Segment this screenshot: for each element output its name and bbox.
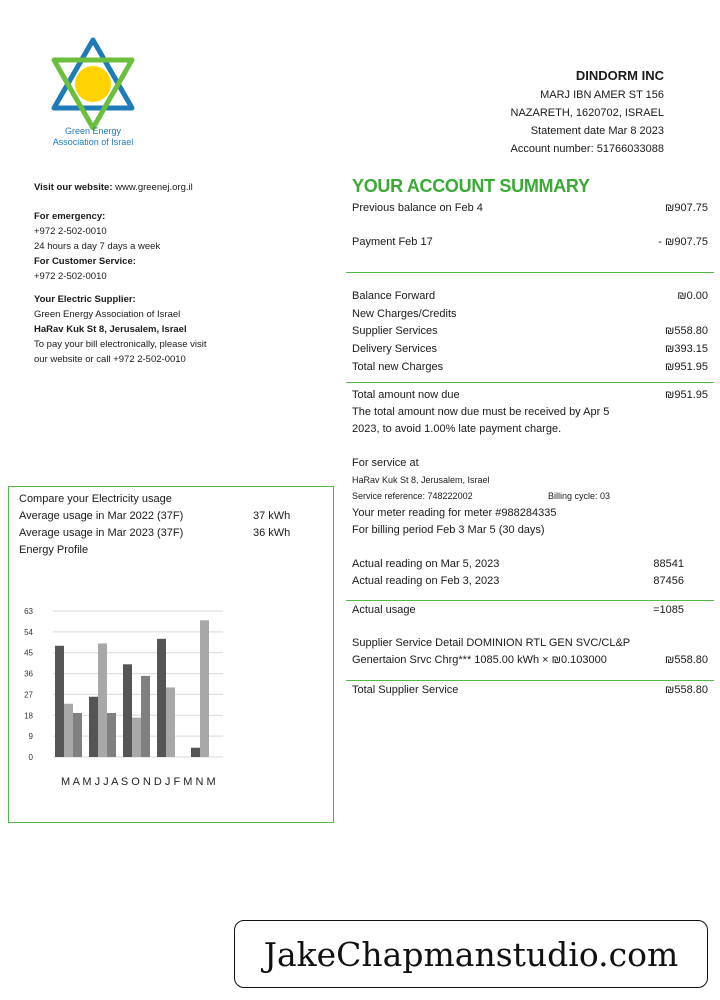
supplier-detail-amount: ₪558.80	[665, 654, 708, 666]
reading2-row	[352, 575, 708, 587]
emergency-label: For emergency:	[34, 211, 106, 222]
website-label: Visit our website:	[34, 182, 113, 193]
website-link[interactable]: www.greenej.org.il	[115, 182, 193, 193]
usage-comparison-box	[8, 486, 334, 823]
y-tick-label: 45	[24, 648, 33, 658]
divider	[346, 680, 714, 681]
total-new-charges-amount: ₪951.95	[665, 361, 708, 373]
bar-mam-s1	[55, 646, 64, 757]
bar-mnm-s2	[200, 620, 209, 757]
bar-jja-s3	[107, 713, 116, 757]
statement-date: Statement date Mar 8 2023	[530, 125, 664, 137]
bar-jja-s2	[98, 643, 107, 757]
total-due-label: Total amount now due	[352, 389, 460, 401]
bar-djf-s2	[166, 687, 175, 757]
supplier-name: Green Energy Association of Israel	[34, 309, 181, 320]
summary-title: YOUR ACCOUNT SUMMARY	[352, 176, 590, 196]
logo-text	[30, 126, 156, 148]
service-address: HaRav Kuk St 8, Jerusalem, Israel	[352, 475, 490, 485]
bar-jja-s1	[89, 697, 98, 757]
balance-forward-label: Balance Forward	[352, 290, 436, 302]
customer-service-label: For Customer Service:	[34, 256, 136, 267]
avg-2023-value: 36 kWh	[253, 527, 291, 539]
contact-info	[34, 180, 334, 367]
energy-profile-label: Energy Profile	[19, 544, 89, 556]
pay-instructions-line2: our website or call +972 2-502-0010	[34, 354, 186, 365]
supplier-services-amount: ₪558.80	[665, 325, 708, 337]
logo-text-line1: Green Energy	[64, 126, 122, 136]
service-reference-row	[352, 491, 708, 501]
previous-balance-amount: ₪907.75	[665, 202, 708, 214]
emergency-phone: +972 2-502-0010	[34, 226, 107, 237]
total-supplier-amount: ₪558.80	[665, 684, 708, 696]
bar-mnm-s1	[191, 748, 200, 757]
company-name: DINDORM INC	[575, 68, 664, 83]
x-axis-category-labels: M A M J J A S O N D J F M N M	[61, 776, 216, 788]
pay-instructions-line1: To pay your bill electronically, please visit	[34, 339, 207, 350]
payment-amount: - ₪907.75	[658, 236, 708, 248]
service-at-label: For service at	[352, 457, 419, 469]
meter-reading: Your meter reading for meter #988284335	[352, 507, 557, 519]
payment-label: Payment Feb 17	[352, 236, 433, 248]
due-note-line2: 2023, to avoid 1.00% late payment charge.	[352, 423, 562, 435]
account-number: Account number: 51766033088	[510, 143, 664, 155]
new-charges-row	[352, 308, 708, 320]
reading1-row	[352, 558, 708, 570]
delivery-services-label: Delivery Services	[352, 343, 437, 355]
y-tick-label: 9	[28, 732, 33, 742]
y-tick-label: 18	[24, 711, 33, 721]
y-tick-label: 27	[24, 690, 33, 700]
bar-mam-s2	[64, 704, 73, 757]
compare-usage-label: Compare your Electricity usage	[19, 493, 172, 505]
supplier-services-label: Supplier Services	[352, 325, 438, 337]
company-city: NAZARETH, 1620702, ISRAEL	[510, 107, 664, 119]
avg-2022-label: Average usage in Mar 2022 (37F)	[19, 510, 184, 522]
energy-profile-chart	[9, 587, 333, 797]
y-tick-label: 0	[28, 753, 33, 762]
supplier-detail-row	[352, 654, 708, 666]
balance-forward-amount: ₪0.00	[677, 290, 708, 302]
company-address-block	[510, 66, 664, 158]
reading1-value: 88541	[653, 558, 684, 570]
avg-2023-label: Average usage in Mar 2023 (37F)	[19, 527, 184, 539]
watermark	[234, 920, 708, 988]
logo-text-line2: Association of Israel	[52, 137, 134, 147]
reading2-value: 87456	[653, 575, 684, 587]
new-charges-label: New Charges/Credits	[352, 308, 457, 320]
y-tick-label: 54	[24, 627, 33, 637]
bar-mam-s3	[73, 713, 82, 757]
y-tick-label: 36	[24, 669, 33, 679]
company-street: MARJ IBN AMER ST 156	[540, 89, 664, 101]
watermark-text: JakeChapmanstudio.com	[263, 934, 679, 974]
supplier-address: HaRav Kuk St 8, Jerusalem, Israel	[34, 324, 187, 335]
bar-djf-s1	[157, 639, 166, 757]
divider	[346, 382, 714, 383]
website-line	[34, 180, 334, 195]
avg-2022-value: 37 kWh	[253, 510, 291, 522]
total-due-row	[352, 389, 708, 401]
delivery-services-amount: ₪393.15	[665, 343, 708, 355]
total-new-charges-label: Total new Charges	[352, 361, 444, 373]
divider	[346, 600, 714, 601]
actual-usage-row	[352, 604, 708, 616]
emergency-hours: 24 hours a day 7 days a week	[34, 241, 161, 252]
supplier-services-row	[352, 325, 708, 337]
bar-son-s1	[123, 664, 132, 757]
due-note-line1: The total amount now due must be received by Apr 5	[352, 406, 610, 418]
bar-son-s2	[132, 718, 141, 757]
billing-cycle: Billing cycle: 03	[548, 491, 611, 501]
divider	[346, 272, 714, 273]
total-supplier-label: Total Supplier Service	[352, 684, 459, 696]
total-supplier-row	[352, 684, 708, 696]
total-new-charges-row	[352, 361, 708, 373]
total-due-amount: ₪951.95	[665, 389, 708, 401]
supplier-label: Your Electric Supplier:	[34, 294, 136, 305]
previous-balance-label: Previous balance on Feb 4	[352, 202, 483, 214]
customer-service-phone: +972 2-502-0010	[34, 271, 107, 282]
billing-period: For billing period Feb 3 Mar 5 (30 days)	[352, 524, 545, 536]
delivery-services-row	[352, 343, 708, 355]
supplier-detail-line1: Supplier Service Detail DOMINION RTL GEN SVC/CL&P	[352, 637, 631, 649]
reading1-label: Actual reading on Mar 5, 2023	[352, 558, 500, 570]
bar-son-s3	[141, 676, 150, 757]
account-summary	[346, 174, 714, 704]
service-reference: Service reference: 748222002	[352, 491, 473, 501]
y-tick-label: 63	[24, 607, 33, 616]
actual-usage-label: Actual usage	[352, 604, 416, 616]
reading2-label: Actual reading on Feb 3, 2023	[352, 575, 500, 587]
balance-forward-row	[352, 290, 708, 302]
payment-row	[352, 236, 708, 248]
supplier-detail-line2: Genertaion Srvc Chrg*** 1085.00 kWh × ₪0.103000	[352, 654, 607, 666]
previous-balance-row	[352, 202, 708, 214]
actual-usage-value: =1085	[653, 604, 684, 616]
